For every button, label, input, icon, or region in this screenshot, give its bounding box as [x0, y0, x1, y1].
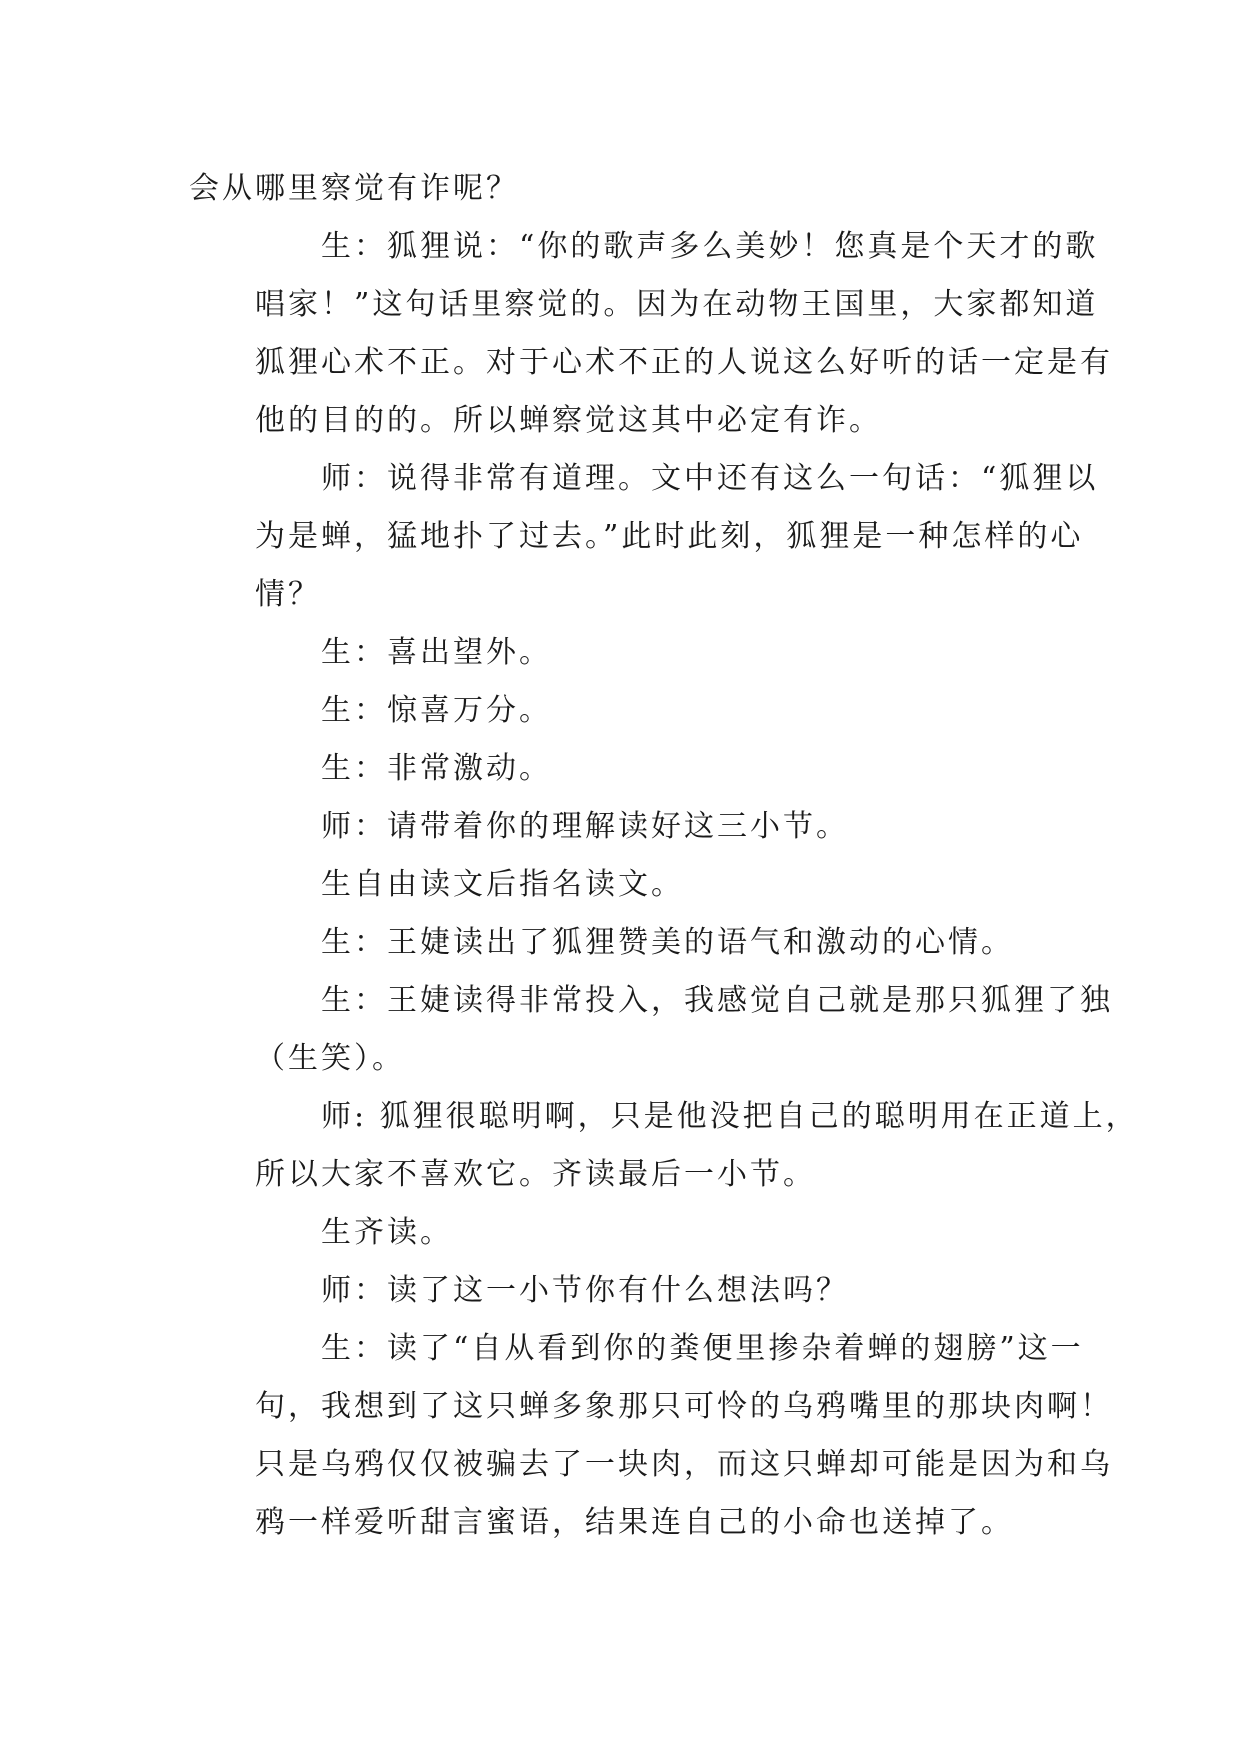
- paragraph: [189, 1204, 1059, 1262]
- paragraph: [189, 450, 1099, 624]
- paragraph: [189, 1262, 1059, 1320]
- paragraph: [189, 914, 1059, 972]
- text-line: 生：非常激动。: [321, 751, 552, 786]
- text-line: 生：喜出望外。: [321, 635, 552, 670]
- text-line: 师：请带着你的理解读好这三小节。: [321, 809, 849, 844]
- text-line: 生：惊喜万分。: [321, 693, 552, 728]
- paragraph: [189, 218, 1113, 450]
- paragraph: [189, 1088, 1139, 1204]
- text-line: 生：读了“自从看到你的粪便里掺杂着蝉的翅膀”这一: [321, 1331, 1084, 1366]
- text-line: 生：王婕读得非常投入，我感觉自己就是那只狐狸了独: [321, 983, 1113, 1018]
- text-line: 句，我想到了这只蝉多象那只可怜的乌鸦嘴里的那块肉啊！: [255, 1389, 1113, 1424]
- text-line: 会从哪里察觉有诈呢？: [189, 171, 519, 206]
- text-line: 情？: [255, 577, 321, 612]
- paragraph: [189, 740, 1059, 798]
- text-line: 师：说得非常有道理。文中还有这么一句话：“狐狸以: [321, 461, 1099, 496]
- text-line: 师：读了这一小节你有什么想法吗？: [321, 1273, 849, 1308]
- text-line: 他的目的的。所以蝉察觉这其中必定有诈。: [255, 403, 882, 438]
- paragraph: [189, 682, 1059, 740]
- text-line: 生齐读。: [321, 1215, 453, 1250]
- text-line: 狐狸心术不正。对于心术不正的人说这么好听的话一定是有: [255, 345, 1113, 380]
- text-line: 所以大家不喜欢它。齐读最后一小节。: [255, 1157, 816, 1192]
- paragraph: [189, 972, 1113, 1088]
- paragraph: [189, 1320, 1113, 1552]
- paragraph: [189, 856, 1059, 914]
- text-line: 为是蝉，猛地扑了过去。”此时此刻，狐狸是一种怎样的心: [255, 519, 1084, 554]
- text-line: 唱家！”这句话里察觉的。因为在动物王国里，大家都知道: [255, 287, 1099, 322]
- text-line: 生自由读文后指名读文。: [321, 867, 684, 902]
- paragraph: [189, 160, 1059, 218]
- text-line: （生笑）。: [255, 1041, 405, 1076]
- text-line: 只是乌鸦仅仅被骗去了一块肉，而这只蝉却可能是因为和乌: [255, 1447, 1113, 1482]
- text-line: 师: 狐狸很聪明啊，只是他没把自己的聪明用在正道上，: [321, 1099, 1139, 1134]
- document-body: [189, 160, 1139, 1552]
- text-line: 生：狐狸说：“你的歌声多么美妙！您真是个天才的歌: [321, 229, 1099, 264]
- paragraph: [189, 624, 1059, 682]
- text-line: 生：王婕读出了狐狸赞美的语气和激动的心情。: [321, 925, 1014, 960]
- paragraph: [189, 798, 1059, 856]
- text-line: 鸦一样爱听甜言蜜语，结果连自己的小命也送掉了。: [255, 1505, 1014, 1540]
